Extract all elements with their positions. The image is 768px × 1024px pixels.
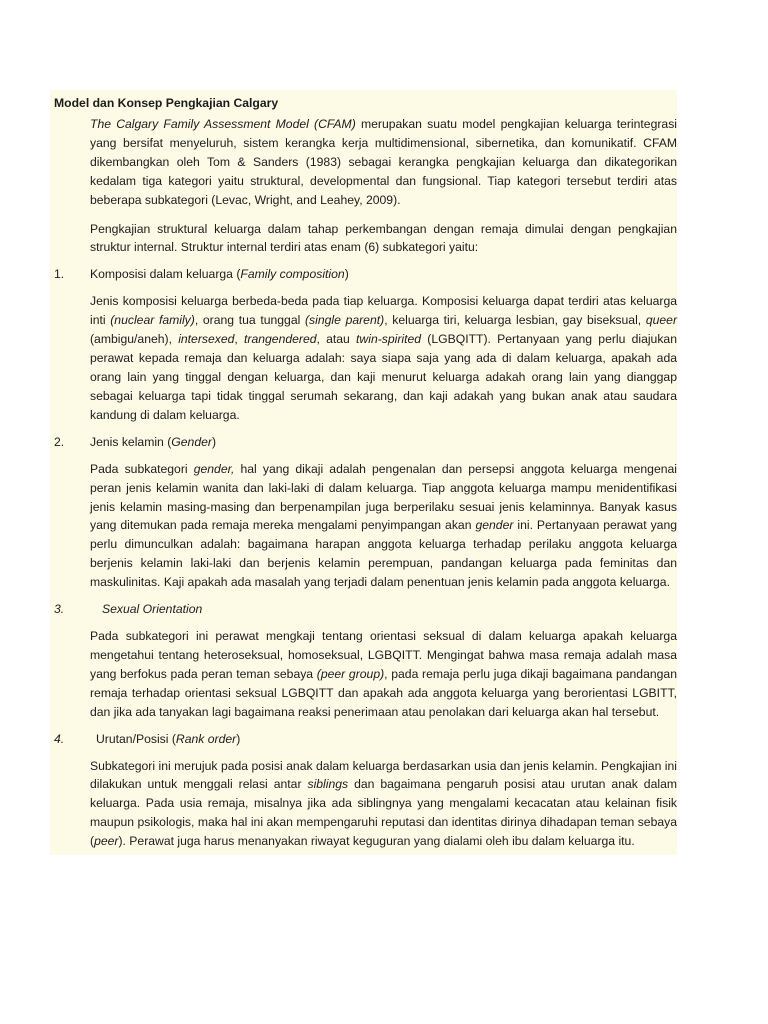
section-heading-4: 4. Urutan/Posisi (Rank order) xyxy=(50,730,677,749)
section-heading-3: 3. Sexual Orientation xyxy=(50,600,677,619)
section-number: 1. xyxy=(54,267,65,282)
section-number: 3. xyxy=(54,602,65,617)
intro-paragraph-1: The Calgary Family Assessment Model (CFAM) merupakan suatu model pengkajian keluarga terintegrasi yang bersifat menyeluruh, sistem kerangka kerja multidimensional, sibernetika, dan komunikatif. CFAM dikembangkan oleh Tom & Sanders (1983) sebagai kerangka pengkajian keluarga dan dikategorikan kedalam tiga kategori yaitu struktural, developmental dan fungsional. Tiap kategori tersebut terdiri atas beberapa subkategori (Levac, Wright, and Leahey, 2009). xyxy=(90,117,678,207)
document-title: Model dan Konsep Pengkajian Calgary xyxy=(54,96,279,110)
section-number: 2. xyxy=(54,434,65,449)
section-heading-1: 1. Komposisi dalam keluarga (Family composition) xyxy=(50,265,677,284)
section-body-2: Pada subkategori gender, hal yang dikaji adalah pengenalan dan persepsi anggota keluarga mengenai peran jenis kelamin wanita dan laki-laki di dalam keluarga. Tiap anggota keluarga mampu menidentifikasi jenis kelamin masing-masing dan berpenampilan juga berperilaku sesuai jenis kelaminnya. Banyak kasus yang ditemukan pada remaja mereka mengalami penyimpangan akan gender ini. Pertanyaan perawat yang perlu dimunculkan adalah: bagaimana harapan anggota keluarga terhadap perilaku anggota keluarga berjenis kelamin laki-laki dan berjenis kelamin perempuan, pandangan keluarga pada feminitas dan maskulinitas. Kaji apakah ada masalah yang terjadi dalam penentuan jenis kelamin pada anggota keluarga. xyxy=(90,461,678,590)
section-heading-2: 2. Jenis kelamin (Gender) xyxy=(50,433,677,452)
cfam-name: The Calgary Family Assessment Model (CFAM) xyxy=(90,117,356,131)
section-body-1: Jenis komposisi keluarga berbeda-beda pada tiap keluarga. Komposisi keluarga dapat terdiri atas keluarga inti (nuclear family), orang tua tunggal (single parent), keluarga tiri, keluarga lesbian, gay biseksual, queer (ambigu/aneh), intersexed, trangendered, atau twin-spirited (LGBQITT). Pertanyaan yang perlu diajukan perawat kepada remaja dan keluarga adalah: saya siapa saja yang ada di dalam keluarga, apakah ada orang lain yang tinggal dengan keluarga, dan kaji menurut keluarga adakah orang lain yang dianggap sebagai keluarga tapi tidak tinggal serumah sekarang, dan kaji adakah yang bukan anak atau saudara kandung di dalam keluarga. xyxy=(90,294,678,422)
section-body-3: Pada subkategori ini perawat mengkaji tentang orientasi seksual di dalam keluarga apakah keluarga mengetahui tentang heteroseksual, homoseksual, LGBQITT. Mengingat bahwa masa remaja adalah masa yang berfokus pada peran teman sebaya (peer group), pada remaja perlu juga dikaji bagaimana pandangan remaja terhadap orientasi seksual LGBQITT dan apakah ada anggota keluarga yang berorientasi LGBITT, dan jika ada tanyakan lagi bagaimana reaksi penerimaan atau penolakan dari keluarga akan hal tersebut. xyxy=(90,629,677,719)
document-content xyxy=(50,90,677,855)
section-body-4: Subkategori ini merujuk pada posisi anak dalam keluarga berdasarkan usia dan jenis kelamin. Pengkajian ini dilakukan untuk menggali relasi antar siblings dan bagaimana pengaruh posisi atau urutan anak dalam keluarga. Pada usia remaja, misalnya jika ada siblingnya yang mengalami kecacatan atau kelainan fisik maupun psikologis, maka hal ini akan mempengaruhi reputasi dan identitas dirinya dihadapan teman sebaya (peer). Perawat juga harus menanyakan riwayat keguguran yang dialami oleh ibu dalam keluarga itu. xyxy=(90,758,677,849)
section-number: 4. xyxy=(54,731,65,746)
intro-paragraph-2: Pengkajian struktural keluarga dalam tahap perkembangan dengan remaja dimulai dengan pengkajian struktur internal. Struktur internal terdiri atas enam (6) subkategori yaitu: xyxy=(90,221,677,255)
